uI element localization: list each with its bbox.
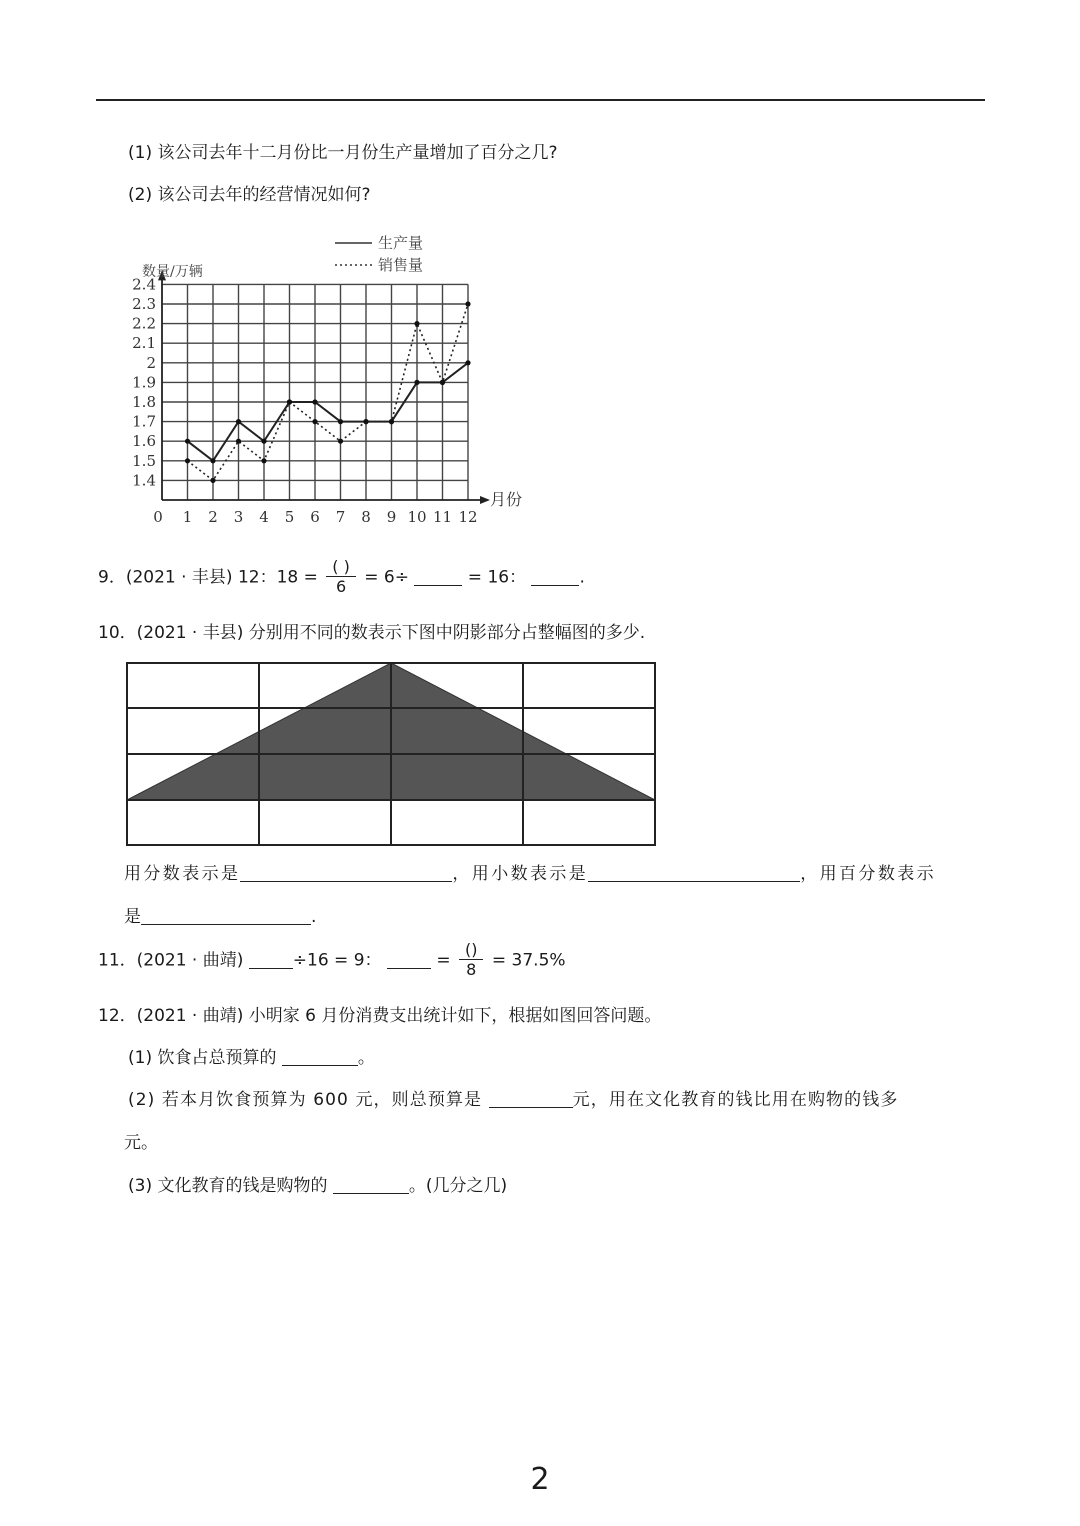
x-tick-label: 8 bbox=[361, 508, 371, 526]
chart-legend bbox=[335, 234, 423, 274]
series-line bbox=[188, 304, 469, 480]
data-point bbox=[236, 439, 241, 444]
series-line bbox=[188, 363, 469, 461]
q11-fraction bbox=[459, 941, 483, 980]
q10-dec-label: ，用小数表示是 bbox=[452, 864, 589, 884]
q10-pct-label: ，用百分数表示 bbox=[800, 864, 937, 884]
q10-answer-line1 bbox=[124, 862, 936, 886]
chart-labels bbox=[132, 263, 522, 526]
q9-head: 9．(2021 · 丰县) 12：18 = bbox=[98, 567, 318, 588]
data-point bbox=[185, 439, 190, 444]
y-tick-label: 2.1 bbox=[132, 334, 156, 353]
q12-sub2-tail: 元。 bbox=[124, 1133, 158, 1153]
x-tick-label: 10 bbox=[407, 508, 427, 526]
data-point bbox=[236, 419, 241, 424]
y-tick-label: 1.8 bbox=[132, 393, 156, 411]
q8-sub1: (1) 该公司去年十二月份比一月份生产量增加了百分之几? bbox=[128, 143, 558, 163]
x-tick-label: 4 bbox=[259, 508, 269, 526]
data-point bbox=[465, 360, 470, 365]
q10-pct-label2: 是 bbox=[124, 907, 141, 927]
y-tick-label: 1.5 bbox=[132, 451, 156, 470]
data-point bbox=[414, 380, 419, 385]
x-tick-label: 2 bbox=[208, 508, 218, 526]
q10-head: 10．(2021 · 丰县) 分别用不同的数表示下图中阴影部分占整幅图的多少. bbox=[98, 623, 646, 643]
y-tick-label: 1.4 bbox=[132, 471, 156, 490]
q11-blank-2[interactable] bbox=[387, 950, 431, 969]
data-point bbox=[312, 399, 317, 404]
q12-sub1-end: 。 bbox=[357, 1048, 375, 1068]
q11-mid1: ÷16 = 9： bbox=[292, 950, 382, 971]
q11-line bbox=[98, 941, 566, 980]
q12-sub1-text: (1) 饮食占总预算的 bbox=[128, 1048, 277, 1068]
data-point bbox=[440, 380, 445, 385]
q11-tail: = 37.5% bbox=[491, 950, 566, 971]
q10-tail: . bbox=[311, 907, 317, 927]
data-point bbox=[261, 458, 266, 463]
data-point bbox=[185, 458, 190, 463]
x-tick-label: 5 bbox=[284, 508, 295, 526]
q12-sub1 bbox=[128, 1046, 375, 1070]
y-tick-label: 2.3 bbox=[132, 295, 156, 313]
q12-head: 12．(2021 · 曲靖) 小明家 6 月份消费支出统计如下，根据如图回答问题。 bbox=[98, 1006, 662, 1026]
x-tick-label: 7 bbox=[335, 508, 346, 526]
q9-mid1: = 6÷ bbox=[364, 567, 409, 588]
q11-frac-den: 8 bbox=[466, 960, 477, 979]
y-tick-label: 2.2 bbox=[132, 314, 156, 333]
q11-mid2: = bbox=[436, 950, 451, 971]
chart-axes bbox=[158, 270, 490, 504]
q12-sub2-text2: 元，用在文化教育的钱比用在购物的钱多 bbox=[572, 1090, 899, 1110]
data-point bbox=[338, 439, 343, 444]
q9-tail: . bbox=[579, 567, 585, 588]
x-tick-label: 1 bbox=[182, 508, 193, 526]
q9-frac-den: 6 bbox=[335, 577, 347, 596]
q11-head: 11．(2021 · 曲靖) bbox=[98, 950, 244, 971]
q12-sub3 bbox=[128, 1174, 507, 1198]
q11-frac-num: () bbox=[459, 941, 483, 960]
header-rule bbox=[96, 99, 985, 101]
chart-grid bbox=[162, 284, 468, 500]
q12-sub1-blank[interactable] bbox=[282, 1047, 358, 1066]
data-point bbox=[210, 478, 215, 483]
q12-sub3-end: 。(几分之几) bbox=[408, 1176, 508, 1196]
y-tick-label: 2 bbox=[146, 353, 156, 372]
chart-series bbox=[185, 301, 471, 483]
q9-blank-2[interactable] bbox=[531, 567, 579, 586]
q9-line bbox=[98, 558, 585, 597]
shaded-triangle-grid bbox=[122, 658, 662, 848]
q12-sub2-blank[interactable] bbox=[489, 1089, 573, 1108]
data-point bbox=[414, 321, 419, 326]
q12-sub2 bbox=[128, 1088, 898, 1112]
data-point bbox=[389, 419, 394, 424]
q11-blank-1[interactable] bbox=[249, 950, 293, 969]
q9-fraction bbox=[326, 558, 356, 597]
q10-answer-line2 bbox=[124, 905, 316, 929]
data-point bbox=[312, 419, 317, 424]
q12-sub3-text: (3) 文化教育的钱是购物的 bbox=[128, 1176, 328, 1196]
line-chart bbox=[120, 228, 560, 548]
data-point bbox=[338, 419, 343, 424]
page-number: 2 bbox=[530, 1462, 550, 1497]
x-tick-label: 9 bbox=[386, 508, 397, 526]
data-point bbox=[465, 301, 470, 306]
q12-sub3-blank[interactable] bbox=[333, 1175, 409, 1194]
data-point bbox=[210, 458, 215, 463]
q10-frac-blank[interactable] bbox=[240, 863, 452, 882]
q10-pct-blank[interactable] bbox=[141, 906, 311, 925]
grid-lines bbox=[127, 663, 655, 845]
y-tick-label: 1.7 bbox=[132, 412, 156, 431]
x-tick-label: 12 bbox=[458, 508, 478, 526]
legend-label: 销售量 bbox=[378, 256, 424, 274]
q9-frac-num: ( ) bbox=[326, 558, 356, 577]
x-axis-arrow bbox=[480, 496, 490, 504]
x-tick-label: 11 bbox=[432, 508, 453, 526]
y-tick-label: 2.4 bbox=[132, 275, 156, 294]
q10-frac-label: 用分数表示是 bbox=[124, 864, 241, 884]
q10-dec-blank[interactable] bbox=[588, 863, 800, 882]
q12-sub2-text: (2) 若本月饮食预算为 600 元，则总预算是 bbox=[128, 1090, 483, 1110]
y-axis-label: 数量/万辆 bbox=[142, 264, 203, 280]
q9-mid2: = 16： bbox=[467, 567, 527, 588]
q9-blank-1[interactable] bbox=[414, 567, 462, 586]
y-tick-label: 1.9 bbox=[132, 373, 156, 392]
x-tick-label: 3 bbox=[233, 508, 244, 526]
x-tick-label: 6 bbox=[310, 508, 320, 526]
data-point bbox=[261, 439, 266, 444]
y-tick-label: 1.6 bbox=[132, 432, 156, 451]
x-axis-label: 月份 bbox=[490, 490, 523, 509]
data-point bbox=[287, 399, 292, 404]
legend-label: 生产量 bbox=[378, 234, 424, 252]
q8-sub2: (2) 该公司去年的经营情况如何? bbox=[128, 185, 371, 205]
x-tick-label: 0 bbox=[153, 508, 163, 526]
data-point bbox=[363, 419, 368, 424]
